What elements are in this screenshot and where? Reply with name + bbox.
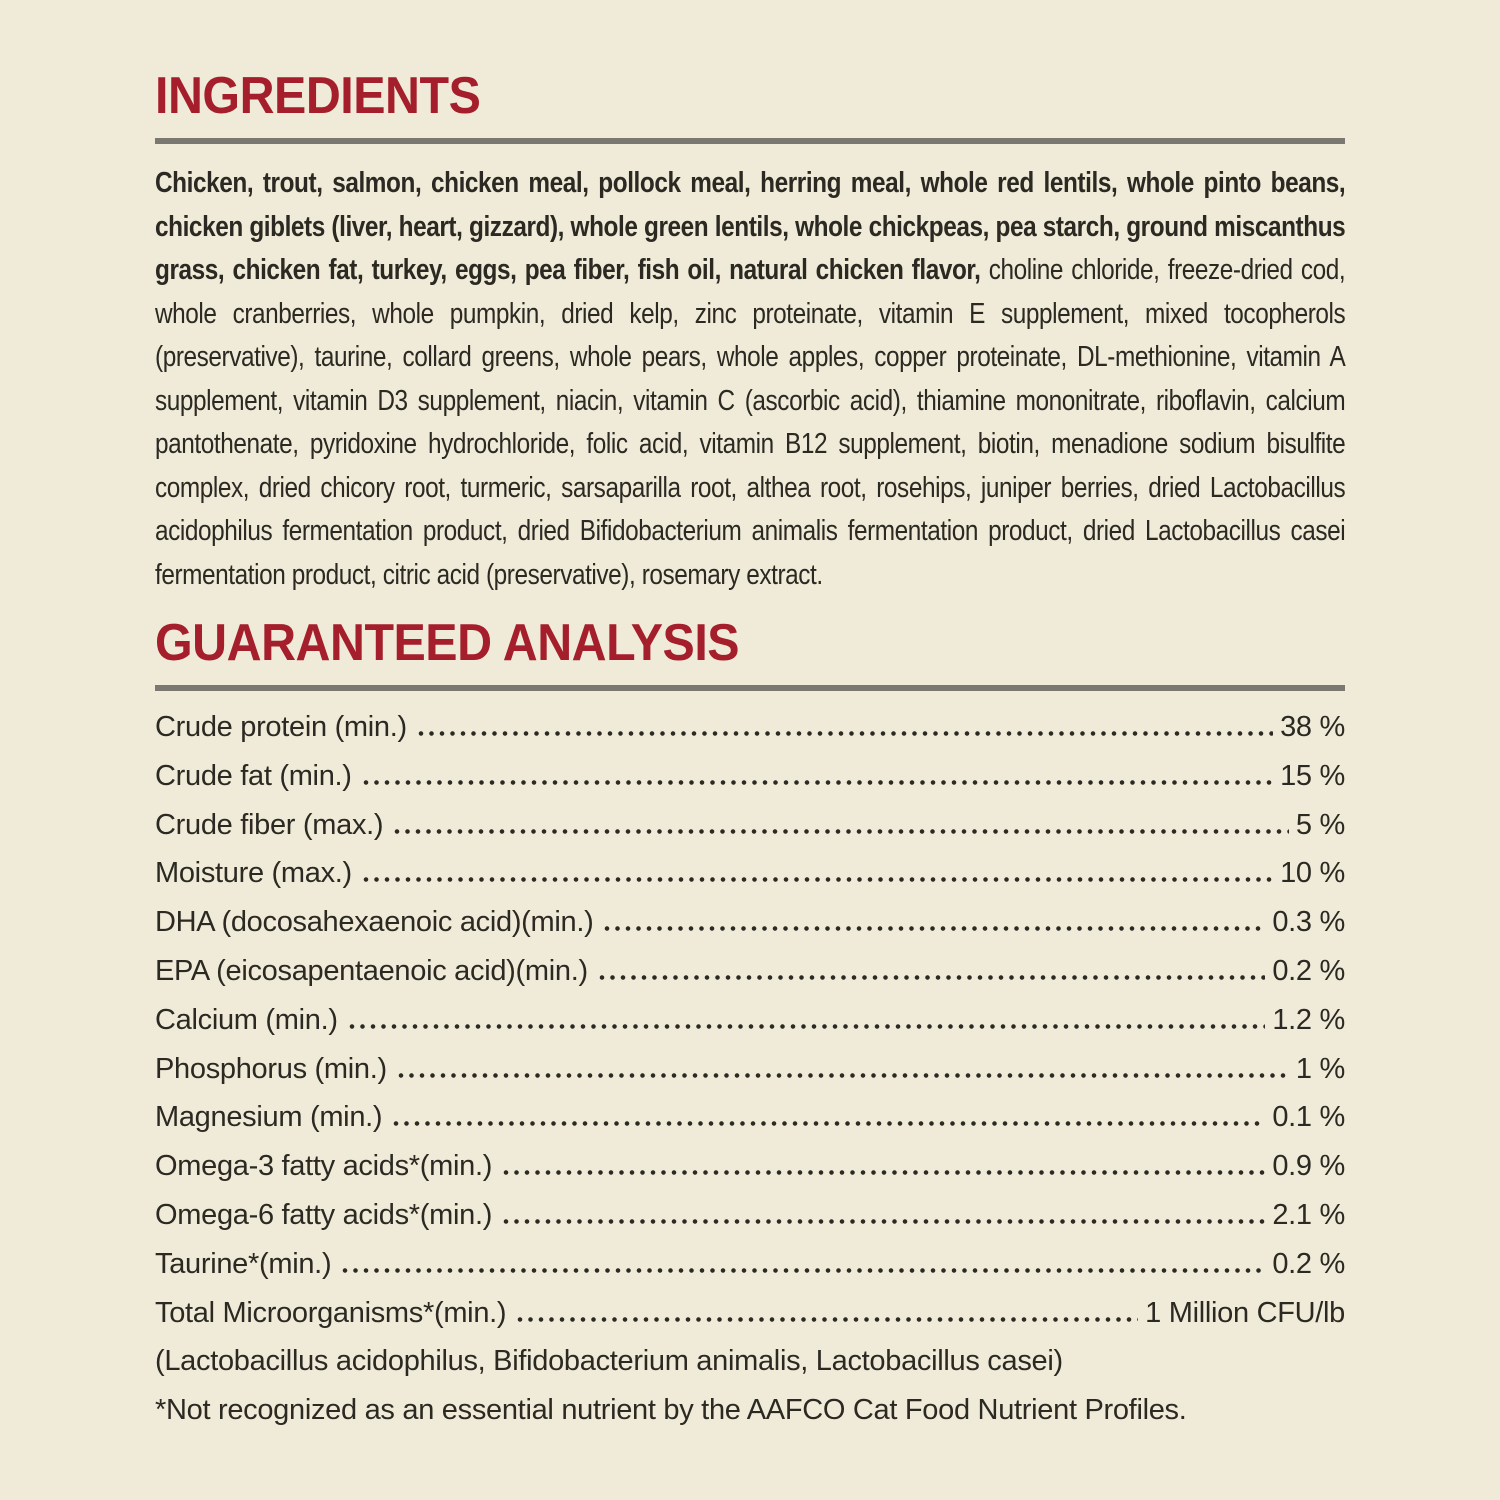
analysis-row-value: 15 % — [1280, 759, 1345, 792]
analysis-row-value: 0.9 % — [1272, 1150, 1345, 1183]
microorganisms-note: (Lactobacillus acidophilus, Bifidobacterium animalis, Lactobacillus casei) — [155, 1345, 1063, 1378]
leader-dots — [597, 975, 1265, 980]
analysis-row-value: 1 Million CFU/lb — [1145, 1296, 1345, 1329]
leader-dots — [347, 1024, 1266, 1029]
leader-dots — [340, 1268, 1265, 1273]
analysis-row-label: Crude fiber (max.) — [155, 808, 384, 841]
analysis-row-value: 0.3 % — [1272, 906, 1345, 939]
analysis-row — [155, 752, 1345, 801]
ingredients-secondary-text: choline chloride, freeze-dried cod, whole cranberries, whole pumpkin, dried kelp, zinc proteinate, vitamin E supplement, mixed tocopherols (preservative), taurine, collard greens, whole pears, whole apples, copper proteinate, DL-methionine, vitamin A supplement, vitamin D3 supplement, niacin, vitamin C (ascorbic acid), thiamine mononitrate, riboflavin, calcium pantothenate, pyridoxine hydrochloride, folic acid, vitamin B12 supplement, biotin, menadione sodium bisulfite complex, dried chicory root, turmeric, sarsaparilla root, althea root, rosehips, juniper berries, dried Lactobacillus acidophilus fermentation product, dried Bifidobacterium animalis fermentation product, dried Lactobacillus casei fermentation product, citric acid (preservative), rosemary extract. — [155, 254, 1346, 591]
analysis-row-value: 1 % — [1295, 1052, 1345, 1085]
analysis-row-label: Calcium (min.) — [155, 1003, 338, 1036]
analysis-row — [155, 1289, 1345, 1338]
leader-dots — [602, 926, 1265, 931]
leader-dots — [501, 1170, 1265, 1175]
guaranteed-analysis-title: GUARANTEED ANALYSIS — [155, 614, 740, 672]
analysis-row-label: EPA (eicosapentaenoic acid)(min.) — [155, 954, 588, 987]
aafco-note: *Not recognized as an essential nutrient by the AAFCO Cat Food Nutrient Profiles. — [155, 1394, 1187, 1427]
analysis-row — [155, 849, 1345, 898]
guaranteed-analysis-section — [155, 614, 1345, 1435]
analysis-row-value: 1.2 % — [1272, 1003, 1345, 1036]
ingredients-divider — [155, 138, 1345, 144]
ingredients-section — [155, 67, 1346, 597]
analysis-row-value: 5 % — [1295, 808, 1345, 841]
analysis-row — [155, 1045, 1345, 1094]
analysis-row-value: 10 % — [1280, 857, 1345, 890]
analysis-row-label: Crude fat (min.) — [155, 759, 352, 792]
analysis-row-value: 0.2 % — [1272, 954, 1345, 987]
ingredients-text — [155, 162, 1345, 597]
label-content — [155, 67, 1346, 1435]
analysis-row — [155, 1142, 1345, 1191]
analysis-row-label: Omega-3 fatty acids*(min.) — [155, 1150, 493, 1183]
ingredients-primary-text: Chicken, trout, salmon, chicken meal, pollock meal, herring meal, whole red lentils, whole pinto beans, chicken giblets (liver, heart, gizzard), whole green lentils, whole chickpeas, pea starch, ground miscanthus grass, chicken fat, turkey, eggs, pea fiber, fish oil, natural chicken flavor, — [155, 167, 1346, 286]
analysis-row-label: Phosphorus (min.) — [155, 1052, 387, 1085]
analysis-row — [155, 996, 1345, 1045]
analysis-row — [155, 1240, 1345, 1289]
analysis-row-label: Omega-6 fatty acids*(min.) — [155, 1198, 493, 1231]
leader-dots — [361, 877, 1273, 882]
leader-dots — [515, 1317, 1138, 1322]
leader-dots — [396, 1073, 1289, 1078]
analysis-row-label: DHA (docosahexaenoic acid)(min.) — [155, 906, 594, 939]
analysis-row-label: Crude protein (min.) — [155, 711, 407, 743]
analysis-row-value: 2.1 % — [1272, 1198, 1345, 1231]
analysis-row — [155, 898, 1345, 947]
guaranteed-analysis-table — [155, 703, 1345, 1337]
analysis-row — [155, 703, 1345, 752]
analysis-row-value: 0.1 % — [1272, 1101, 1345, 1134]
analysis-row-value: 38 % — [1280, 711, 1345, 743]
analysis-row-label: Magnesium (min.) — [155, 1101, 383, 1134]
leader-dots — [361, 780, 1273, 785]
leader-dots — [501, 1219, 1265, 1224]
analysis-row — [155, 1191, 1345, 1240]
leader-dots — [391, 1121, 1265, 1126]
analysis-row — [155, 947, 1345, 996]
analysis-row — [155, 801, 1345, 850]
analysis-row-label: Taurine*(min.) — [155, 1247, 332, 1280]
analysis-row-value: 0.2 % — [1272, 1247, 1345, 1280]
leader-dots — [392, 829, 1289, 834]
analysis-row-label: Total Microorganisms*(min.) — [155, 1296, 507, 1329]
analysis-row — [155, 1093, 1345, 1142]
ingredients-title: INGREDIENTS — [155, 67, 481, 125]
guaranteed-analysis-divider — [155, 685, 1345, 691]
leader-dots — [416, 731, 1273, 736]
analysis-row-label: Moisture (max.) — [155, 857, 352, 890]
